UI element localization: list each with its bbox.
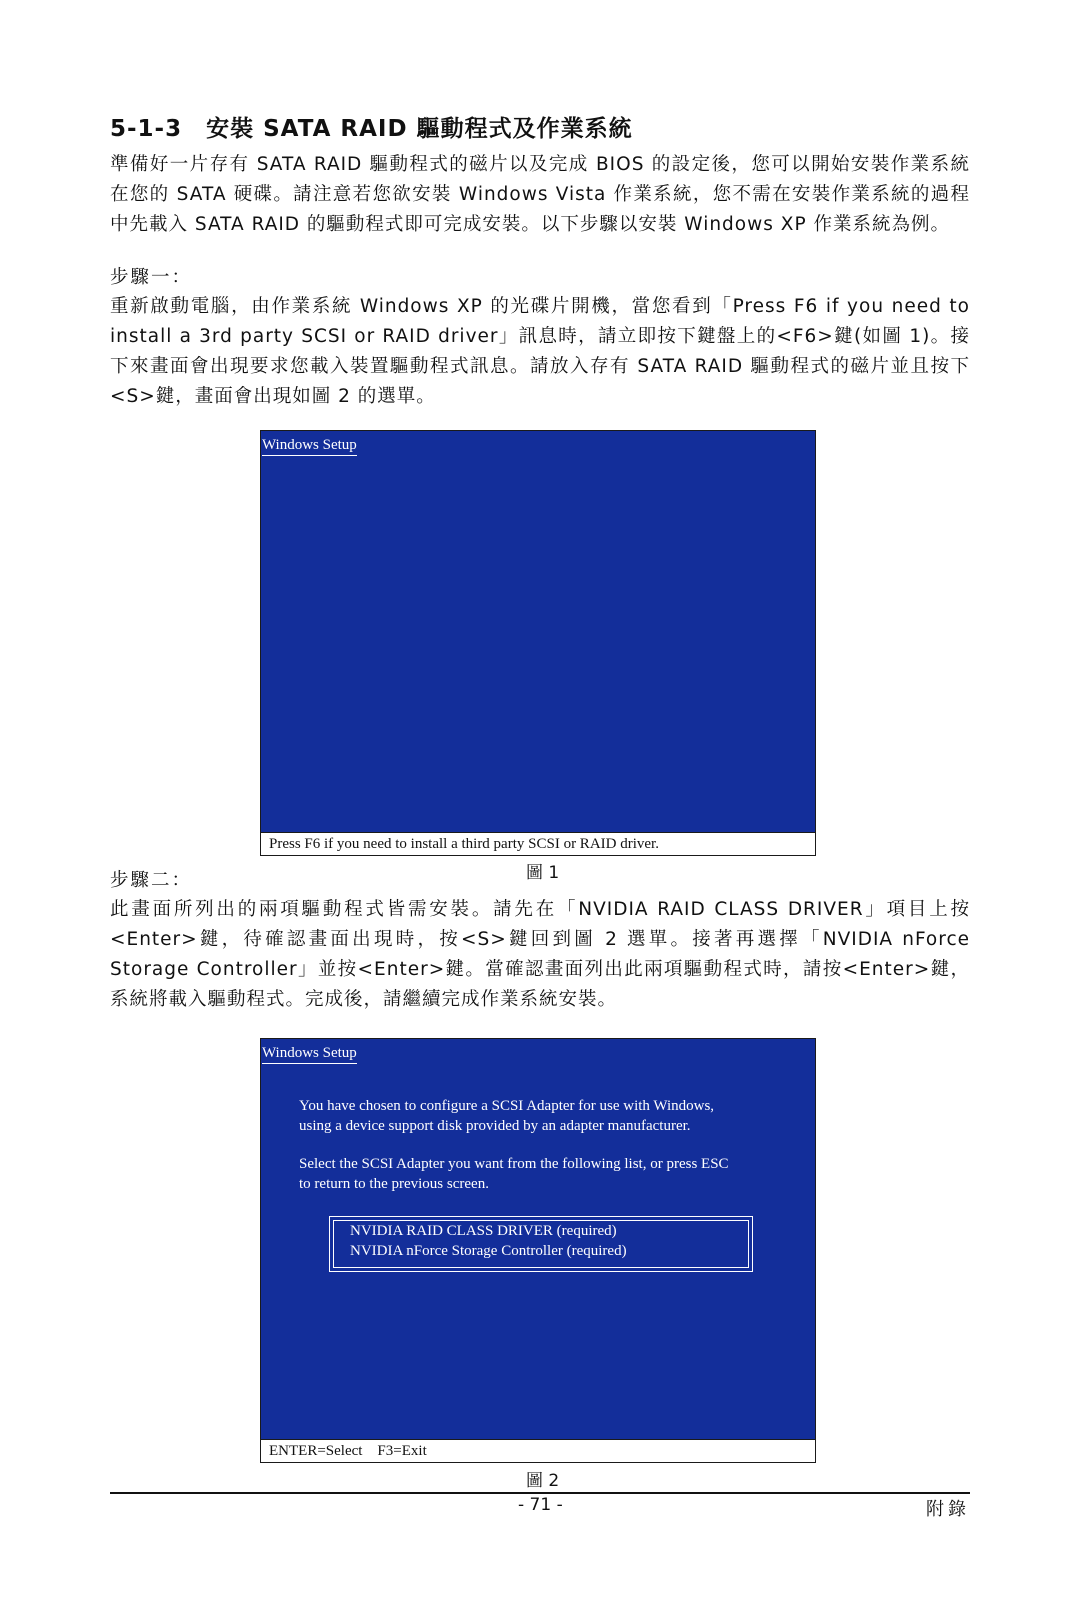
figure2-caption: 圖 2 — [526, 1471, 560, 1491]
figure1-window-title: Windows Setup — [262, 437, 357, 456]
step2-paragraph: 此畫面所列出的兩項驅動程式皆需安裝。請先在「NVIDIA RAID CLASS DRIVER」項目上按<Enter>鍵，待確認畫面出現時，按<S>鍵回到圖 2 選單。接著再選擇「NVIDIA nForce Storage Controller」並按<Enter>鍵。當確認畫面列出此兩項驅動程式時，請按<Enter>鍵，系統將載入驅動程式。完成後，請繼續完成作業系統安裝。 — [110, 899, 970, 1010]
step1-label: 步驟一： — [110, 267, 193, 288]
section-heading: 5-1-3 安裝 SATA RAID 驅動程式及作業系統 — [110, 116, 633, 142]
driver-list — [329, 1216, 753, 1272]
figure2-message2-line2: to return to the previous screen. — [299, 1176, 489, 1192]
figure2-message1-line1: You have chosen to configure a SCSI Adapter for use with Windows, — [299, 1098, 715, 1114]
figure2-message2-line1: Select the SCSI Adapter you want from the following list, or press ESC — [299, 1156, 729, 1172]
figure2-message1-line2: using a device support disk provided by an adapter manufacturer. — [299, 1118, 691, 1134]
page-number: - 71 - — [518, 1495, 563, 1515]
figure2-window-title: Windows Setup — [262, 1045, 357, 1064]
footer-section-label: 附錄 — [926, 1499, 970, 1520]
driver-item-nvidia-raid-class[interactable]: NVIDIA RAID CLASS DRIVER (required) — [350, 1223, 617, 1239]
step2-label: 步驟二： — [110, 870, 193, 891]
figure1-status-bar: Press F6 if you need to install a third party SCSI or RAID driver. — [261, 832, 815, 855]
driver-item-nvidia-nforce-storage[interactable]: NVIDIA nForce Storage Controller (required) — [350, 1243, 627, 1259]
footer-divider — [110, 1492, 970, 1494]
figure2-status-bar: ENTER=Select F3=Exit — [261, 1439, 815, 1462]
intro-paragraph: 準備好一片存有 SATA RAID 驅動程式的磁片以及完成 BIOS 的設定後，您可以開始安裝作業系統在您的 SATA 硬碟。請注意若您欲安裝 Windows Vista 作業系統，您不需在安裝作業系統的過程中先載入 SATA RAID 的驅動程式即可完成安裝。以下步驟以安裝 Windows XP 作業系統為例。 — [110, 154, 970, 235]
figure2-setup-screen — [260, 1038, 816, 1463]
figure1-caption: 圖 1 — [526, 863, 560, 883]
step1-paragraph: 重新啟動電腦，由作業系統 Windows XP 的光碟片開機，當您看到「Press F6 if you need to install a 3rd party SCSI or RAID driver」訊息時，請立即按下鍵盤上的<F6>鍵(如圖 1)。接下來畫面會出現要求您載入裝置驅動程式訊息。請放入存有 SATA RAID 驅動程式的磁片並且按下<S>鍵，畫面會出現如圖 2 的選單。 — [110, 296, 970, 407]
figure1-setup-screen — [260, 430, 816, 856]
